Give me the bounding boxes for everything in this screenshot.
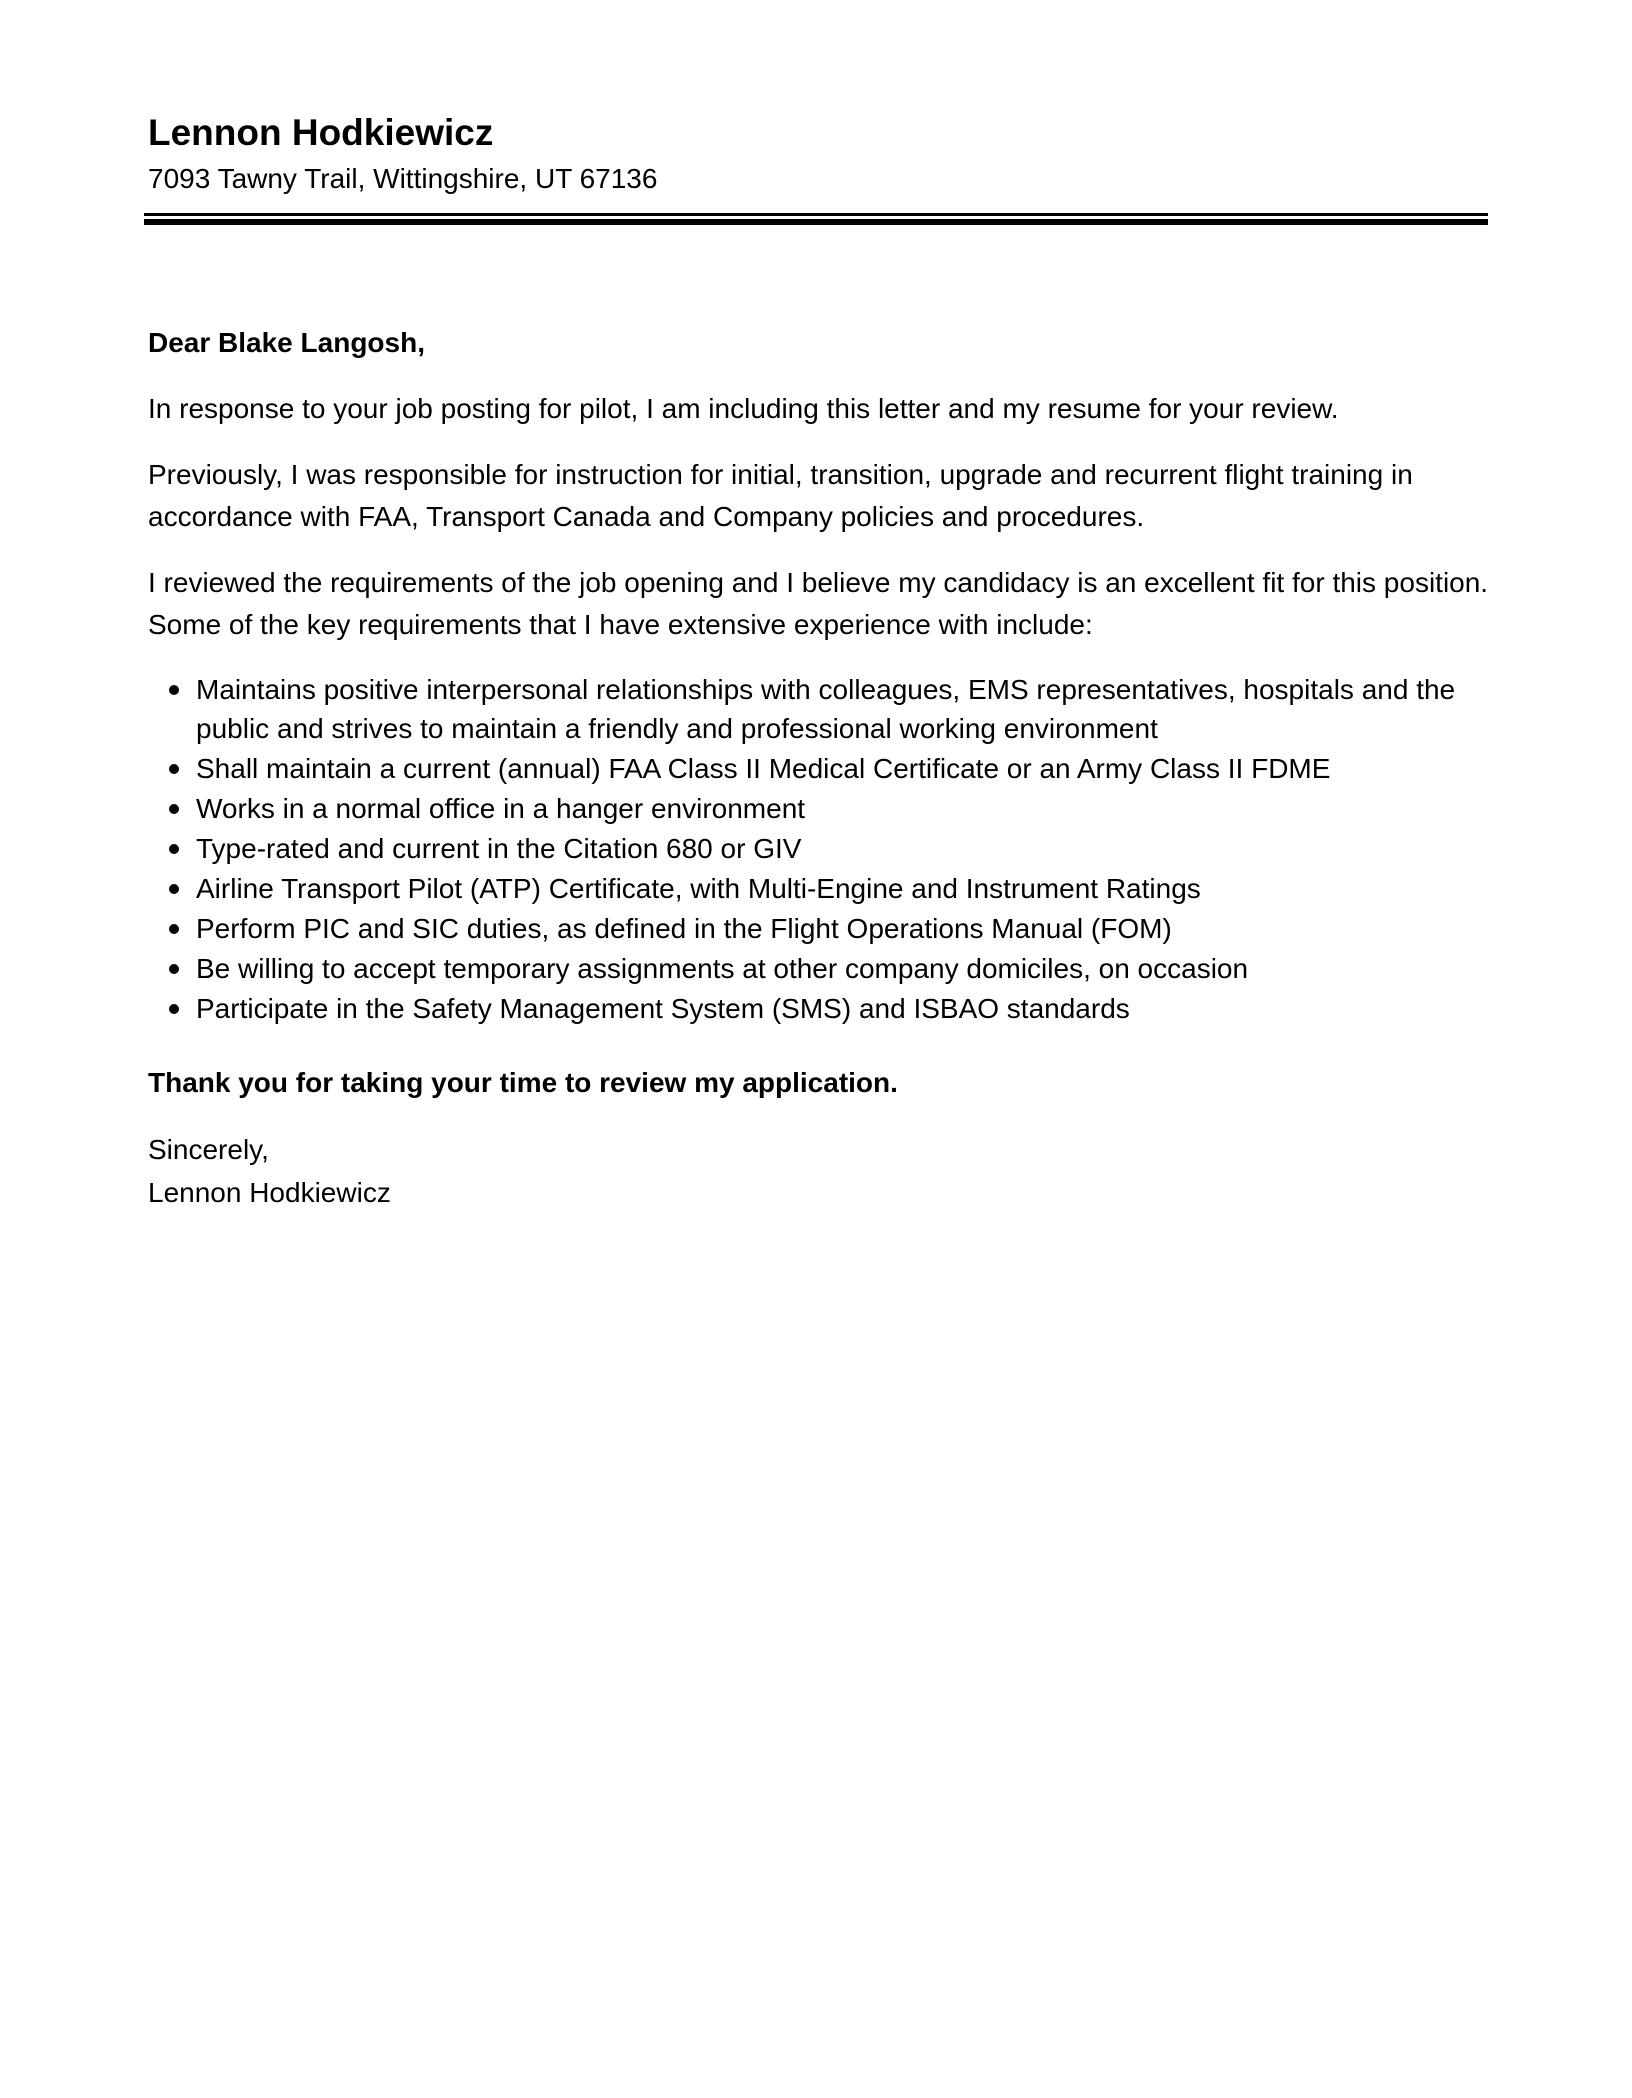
list-item: Airline Transport Pilot (ATP) Certificate, with Multi-Engine and Instrument Ratings: [196, 869, 1493, 908]
list-item: Be willing to accept temporary assignments at other company domiciles, on occasion: [196, 949, 1493, 988]
header-divider: [144, 213, 1488, 225]
signature-name: Lennon Hodkiewicz: [148, 1177, 391, 1208]
list-item: Shall maintain a current (annual) FAA Class II Medical Certificate or an Army Class II FDME: [196, 749, 1493, 788]
paragraph-intro: In response to your job posting for pilot, I am including this letter and my resume for your review.: [148, 393, 1339, 424]
sender-address: 7093 Tawny Trail, Wittingshire, UT 67136: [148, 163, 658, 194]
signoff: [148, 1128, 1493, 1214]
valediction: Sincerely,: [148, 1134, 269, 1165]
list-item: Participate in the Safety Management System (SMS) and ISBAO standards: [196, 989, 1493, 1028]
bullet-icon: [169, 924, 179, 934]
list-item: Type-rated and current in the Citation 680 or GIV: [196, 829, 1493, 868]
list-item: Works in a normal office in a hanger environment: [196, 789, 1493, 828]
bullet-icon: [169, 685, 179, 695]
bullet-icon: [169, 804, 179, 814]
bullet-icon: [169, 964, 179, 974]
bullet-icon: [169, 1004, 179, 1014]
paragraph-experience: Previously, I was responsible for instruction for initial, transition, upgrade and recurrent flight training in accordance with FAA, Transport Canada and Company policies and procedures.: [148, 459, 1413, 532]
paragraph-requirements-intro: I reviewed the requirements of the job opening and I believe my candidacy is an excellent fit for this position. Some of the key requirements that I have extensive experience with include:: [148, 567, 1489, 640]
closing-line: Thank you for taking your time to review my application.: [148, 1067, 898, 1098]
bullet-icon: [169, 844, 179, 854]
letter-header: [148, 110, 1488, 198]
list-item: Perform PIC and SIC duties, as defined in the Flight Operations Manual (FOM): [196, 909, 1493, 948]
requirements-list: [148, 670, 1493, 1028]
bullet-icon: [169, 764, 179, 774]
salutation: Dear Blake Langosh,: [148, 327, 425, 358]
list-item: Maintains positive interpersonal relationships with colleagues, EMS representatives, hospitals and the public and strives to maintain a friendly and professional working environment: [196, 670, 1493, 748]
letter-body: [148, 322, 1493, 1214]
sender-name: Lennon Hodkiewicz: [148, 112, 494, 153]
bullet-icon: [169, 884, 179, 894]
